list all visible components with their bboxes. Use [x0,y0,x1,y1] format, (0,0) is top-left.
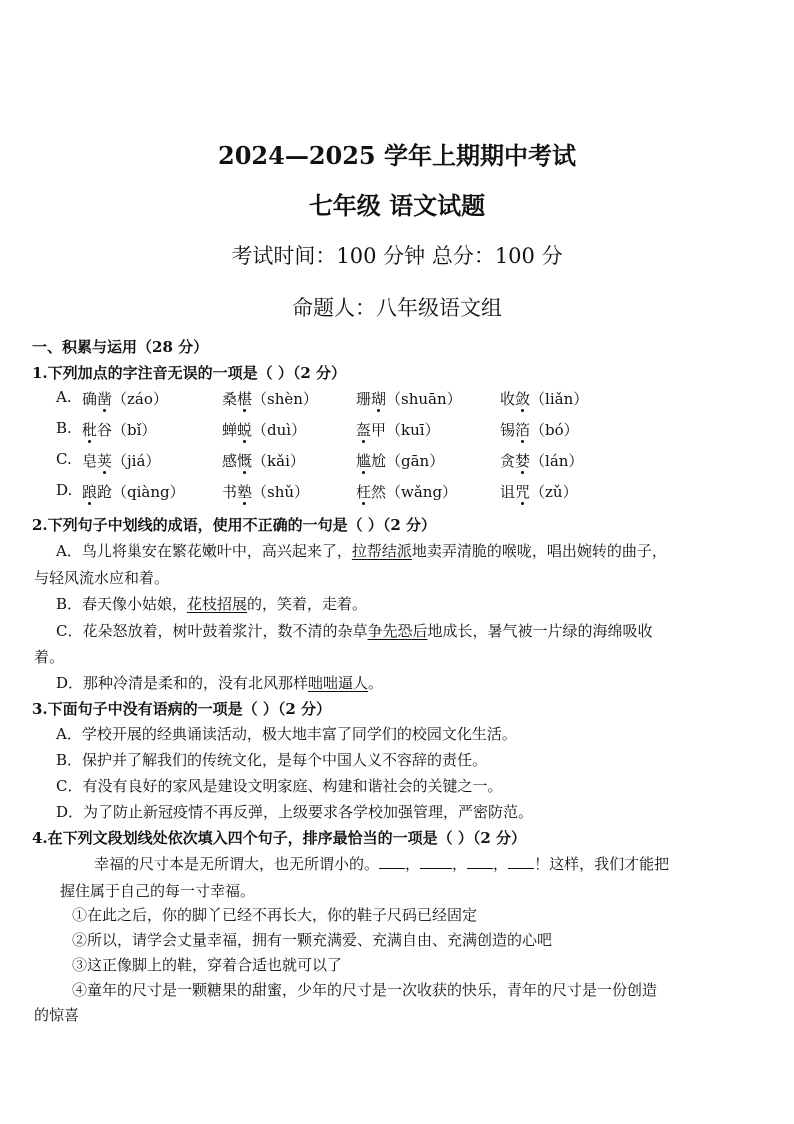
question-2-option-c [56,620,653,641]
question-3-option-d: D．为了防止新冠疫情不再反弹，上级要求各学校加强管理，严密防范。 [56,803,534,821]
question-2-stem: 2.下列句子中划线的成语，使用不正确的一句是（ ）（2 分） [32,516,437,534]
option-text: 地卖弄清脆的喉咙，唱出婉转的曲子， [411,542,667,560]
word-part: 收 [500,390,516,408]
underlined-idiom: 花枝招展 [187,595,248,613]
pinyin: （jiá） [112,452,161,470]
question-1-stem: 1.下列加点的字注音无误的一项是（ ）（2 分） [32,364,347,382]
option-text: A．鸟儿将巢安在繁花嫩叶中，高兴起来了， [56,542,352,560]
pinyin: 然（wǎng） [371,483,458,501]
dotted-character: 蜕 [237,421,253,439]
option-word [356,481,457,502]
pinyin: 谷（bǐ） [97,421,157,439]
underlined-idiom: 争先恐后 [367,622,428,640]
exam-subtitle: 七年级 语文试题 [308,191,486,220]
question-2-option-c-cont: 着。 [34,648,65,666]
passage-text: 幸福的尺寸本是无所谓大，也无所谓小的。 [94,855,380,873]
option-label: C. [56,450,72,468]
passage-text: ！这样，我们才能把 [534,855,670,873]
option-word [500,450,583,471]
pinyin: （bó） [530,421,579,439]
question-2-option-a-cont: 与轻风流水应和着。 [34,569,170,587]
word-part: 锡 [500,421,516,439]
pinyin: （duì） [252,421,307,439]
question-3-stem: 3.下面句子中没有语病的一项是（ ）（2 分） [32,700,332,718]
dotted-character: 箔 [515,421,531,439]
exam-info: 考试时间：100 分钟 总分：100 分 [231,244,563,268]
option-word [82,450,160,471]
option-text: 地成长，暑气被一片绿的海绵吸收 [427,622,653,640]
separator: ， [452,855,468,873]
question-2-option-a [56,540,667,561]
word-part: 感 [222,452,238,470]
question-4-stem: 4.在下列文段划线处依次填入四个句子，排序最恰当的一项是（ ）（2 分） [32,829,527,847]
word-part: 珊 [356,390,372,408]
option-word [500,419,579,440]
word-part: 确 [82,390,98,408]
option-text: C．花朵怒放着，树叶鼓着浆汁，数不清的杂草 [56,622,368,640]
word-part: 贪 [500,452,516,470]
dotted-character: 塾 [237,483,253,501]
pinyin: （shuān） [386,390,462,408]
separator: ， [493,855,509,873]
blank-2 [420,854,452,869]
word-part: 皂 [82,452,98,470]
option-word [222,450,305,471]
question-2-option-d [56,672,383,693]
question-4-item-2: ②所以，请学会丈量幸福，拥有一颗充满爱、充满自由、充满创造的心吧 [72,931,553,949]
word-part: 桑 [222,390,238,408]
option-word [222,419,306,440]
dotted-character: 慨 [237,452,253,470]
pinyin: （liǎn） [530,390,589,408]
separator: ， [405,855,421,873]
dotted-character: 咒 [515,483,531,501]
pinyin: （shǔ） [252,483,310,501]
question-4-passage-cont: 握住属于自己的每一寸幸福。 [60,882,256,900]
pinyin: 跄（qiàng） [97,483,185,501]
pinyin: 尬（gān） [371,452,445,470]
option-word [356,419,440,440]
exam-title: 2024—2025 学年上期期中考试 [218,141,576,170]
word-part: 书 [222,483,238,501]
option-word [82,388,168,409]
option-label: A. [56,388,72,406]
pinyin: 甲（kuī） [371,421,440,439]
pinyin: （shèn） [252,390,318,408]
question-3-option-c: C．有没有良好的家风是建设文明家庭、构建和谐社会的关键之一。 [56,777,503,795]
section-heading: 一、积累与运用（28 分） [32,338,209,356]
option-word [356,450,444,471]
question-4-passage [94,853,669,874]
option-word [500,388,588,409]
blank-3 [467,854,493,869]
blank-1 [379,854,405,869]
option-label: B. [56,419,72,437]
pinyin: （záo） [112,390,168,408]
question-4-item-1: ①在此之后，你的脚丫已经不再长大，你的鞋子尺码已经固定 [72,906,478,924]
option-word [82,481,185,502]
dotted-character: 踉 [82,483,98,501]
dotted-character: 尴 [356,452,372,470]
exam-author: 命题人：八年级语文组 [292,296,502,320]
option-word [82,419,156,440]
option-word [222,481,309,502]
dotted-character: 枉 [356,483,372,501]
question-3-option-b: B．保护并了解我们的传统文化，是每个中国人义不容辞的责任。 [56,751,488,769]
option-label: D. [56,481,73,499]
option-text: 的，笑着，走着。 [247,595,368,613]
question-2-option-b [56,593,367,614]
option-word [356,388,462,409]
option-text: B．春天像小姑娘， [56,595,188,613]
pinyin: （zǔ） [530,483,578,501]
word-part: 诅 [500,483,516,501]
dotted-character: 婪 [515,452,531,470]
underlined-idiom: 拉帮结派 [351,542,412,560]
option-text: 。 [368,674,384,692]
option-word [500,481,578,502]
dotted-character: 秕 [82,421,98,439]
dotted-character: 凿 [97,390,113,408]
dotted-character: 瑚 [371,390,387,408]
option-word [222,388,318,409]
word-part: 蝉 [222,421,238,439]
dotted-character: 敛 [515,390,531,408]
blank-4 [508,854,534,869]
dotted-character: 椹 [237,390,253,408]
pinyin: （lán） [530,452,584,470]
pinyin: （kǎi） [252,452,305,470]
question-4-item-3: ③这正像脚上的鞋，穿着合适也就可以了 [72,956,343,974]
question-4-item-4-cont: 的惊喜 [34,1006,80,1024]
underlined-idiom: 咄咄逼人 [308,674,369,692]
question-3-option-a: A．学校开展的经典诵读活动，极大地丰富了同学们的校园文化生活。 [56,725,517,743]
question-4-item-4: ④童年的尺寸是一颗糖果的甜蜜，少年的尺寸是一次收获的快乐，青年的尺寸是一份创造 [72,981,658,999]
dotted-character: 盔 [356,421,372,439]
dotted-character: 荚 [97,452,113,470]
option-text: D．那种冷清是柔和的，没有北风那样 [56,674,309,692]
